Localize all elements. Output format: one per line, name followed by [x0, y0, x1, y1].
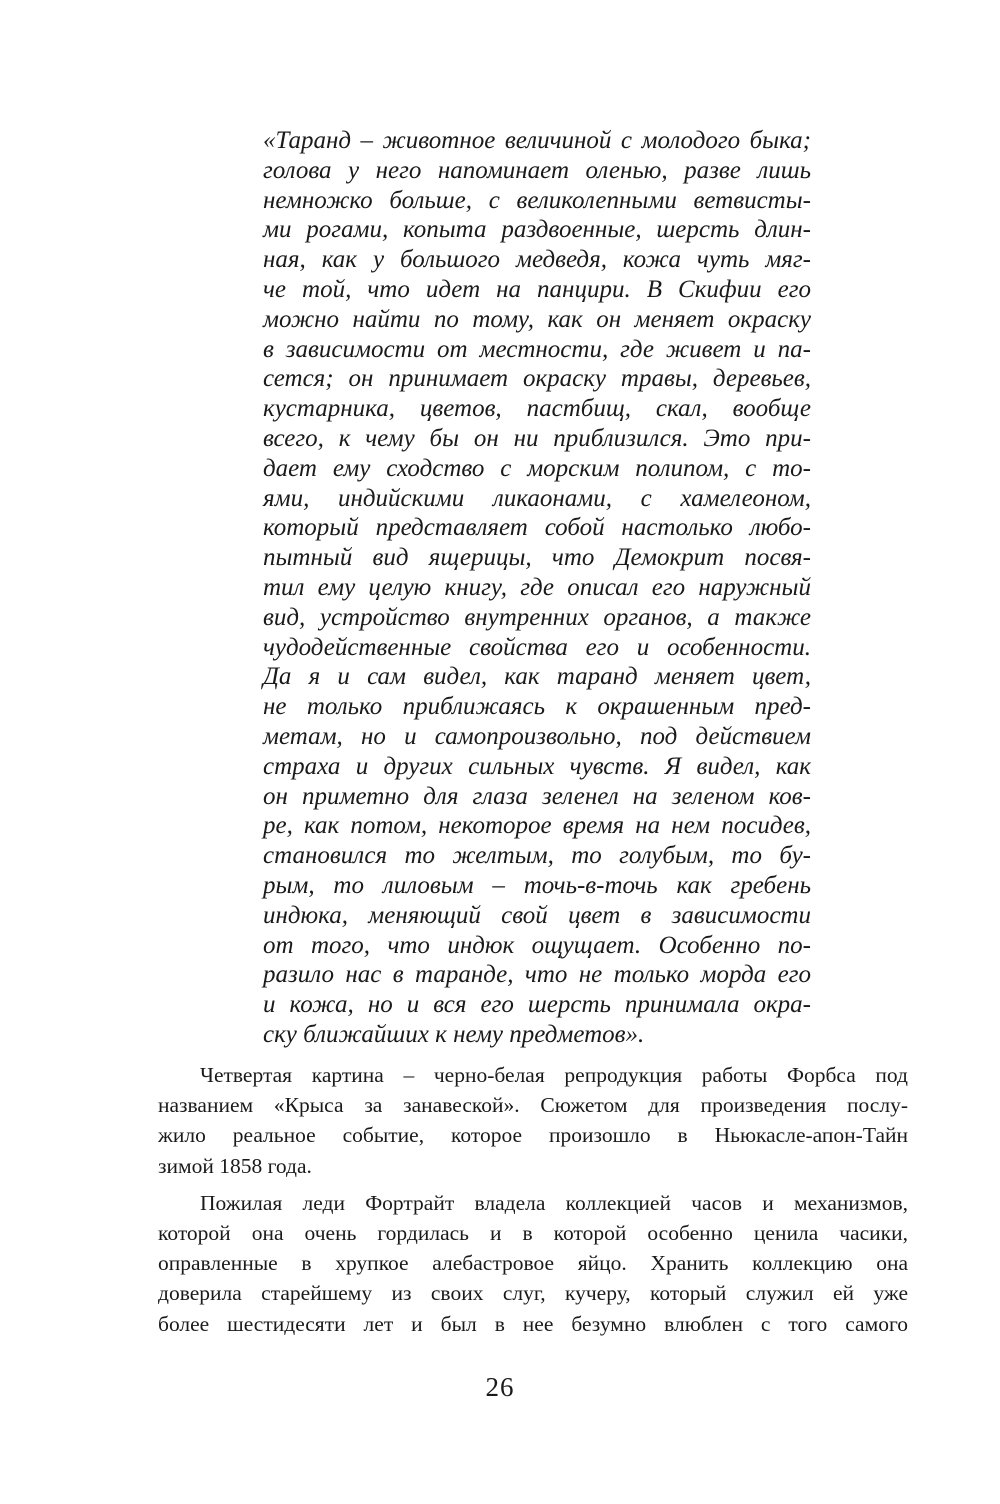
paragraph-line: Пожилая леди Фортрайт владела коллекцией часов и механизмов, — [200, 1190, 908, 1215]
quote-line: становился то желтым, то голубым, то бу- — [263, 842, 811, 870]
paragraph-forbes-painting — [158, 1060, 908, 1181]
quote-line: сется; он принимает окраску травы, деревьев, — [263, 365, 811, 393]
quote-line: разило нас в таранде, что не только морда его — [263, 961, 811, 989]
quote-line: немножко больше, с великолепными ветвисты- — [263, 186, 811, 214]
quote-line: «Таранд – животное величиной с молодого быка; — [263, 127, 811, 154]
paragraph-line: Четвертая картина – черно-белая репродукция работы Форбса под — [200, 1063, 908, 1087]
quote-line: метам, но и самопроизвольно, под действием — [263, 722, 811, 750]
quote-line: всего, к чему бы он ни приблизился. Это при- — [263, 424, 811, 452]
quote-line: голова у него напоминает оленью, разве лишь — [263, 156, 811, 184]
paragraph-line: доверила старейшему из своих слуг, кучеру, который служил ей уже — [158, 1281, 908, 1306]
quote-line: ску ближайших к нему предметов». — [263, 1020, 645, 1048]
quote-line: страха и других сильных чувств. Я видел, как — [263, 752, 811, 780]
paragraph-line: жило реальное событие, которое произошло в Ньюкасле-апон-Тайн — [158, 1123, 908, 1148]
quote-line: который представляет собой настолько любо- — [263, 514, 811, 542]
paragraph-line: зимой 1858 года. — [158, 1153, 312, 1178]
quote-line: не только приближаясь к окрашенным пред- — [263, 693, 811, 721]
quote-line: от того, что индюк ощущает. Особенно по- — [263, 931, 811, 959]
quote-line: Да я и сам видел, как таранд меняет цвет, — [263, 663, 811, 691]
quote-line: индюка, меняющий свой цвет в зависимости — [263, 901, 811, 929]
quote-line: ми рогами, копыта раздвоенные, шерсть длин- — [263, 216, 811, 244]
quote-line: он приметно для глаза зеленел на зеленом ков- — [263, 782, 811, 810]
body-text — [158, 1060, 908, 1346]
quote-line: рым, то лиловым – точь-в-точь как гребень — [263, 871, 811, 899]
quote-line: чудодейственные свойства его и особенности. — [263, 633, 811, 661]
paragraph-line: названием «Крыса за занавеской». Сюжетом для произведения послу- — [158, 1093, 908, 1118]
paragraph-line: которой она очень гордилась и в которой особенно ценила часики, — [158, 1221, 908, 1246]
quote-line: ями, индийскими ликаонами, с хамелеоном, — [263, 484, 811, 512]
quote-line: че той, что идет на панцири. В Скифии его — [263, 275, 811, 303]
quote-line: дает ему сходство с морским полипом, с то- — [263, 454, 811, 482]
quote-line: ре, как потом, некоторое время на нем посидев, — [263, 812, 811, 840]
quote-line: и кожа, но и вся его шерсть принимала окра- — [263, 991, 811, 1019]
paragraph-lady-fortright — [158, 1188, 908, 1339]
quote-line: в зависимости от местности, где живет и па- — [263, 335, 811, 363]
paragraph-line: более шестидесяти лет и был в нее безумно влюблен с того самого — [158, 1311, 908, 1336]
quote-line: кустарника, цветов, пастбищ, скал, вообще — [263, 395, 811, 423]
quote-line: тил ему целую книгу, где описал его наружный — [263, 573, 811, 601]
quote-line: ная, как у большого медведя, кожа чуть мяг- — [263, 246, 811, 274]
quote-line: вид, устройство внутренних органов, а также — [263, 603, 811, 631]
quote-line: можно найти по тому, как он меняет окраску — [263, 305, 811, 333]
italic-quote-block — [263, 126, 811, 1050]
page-number: 26 — [485, 1372, 515, 1402]
paragraph-line: оправленные в хрупкое алебастровое яйцо. Хранить коллекцию она — [158, 1251, 908, 1276]
quote-line: пытный вид ящерицы, что Демокрит посвя- — [263, 544, 811, 572]
